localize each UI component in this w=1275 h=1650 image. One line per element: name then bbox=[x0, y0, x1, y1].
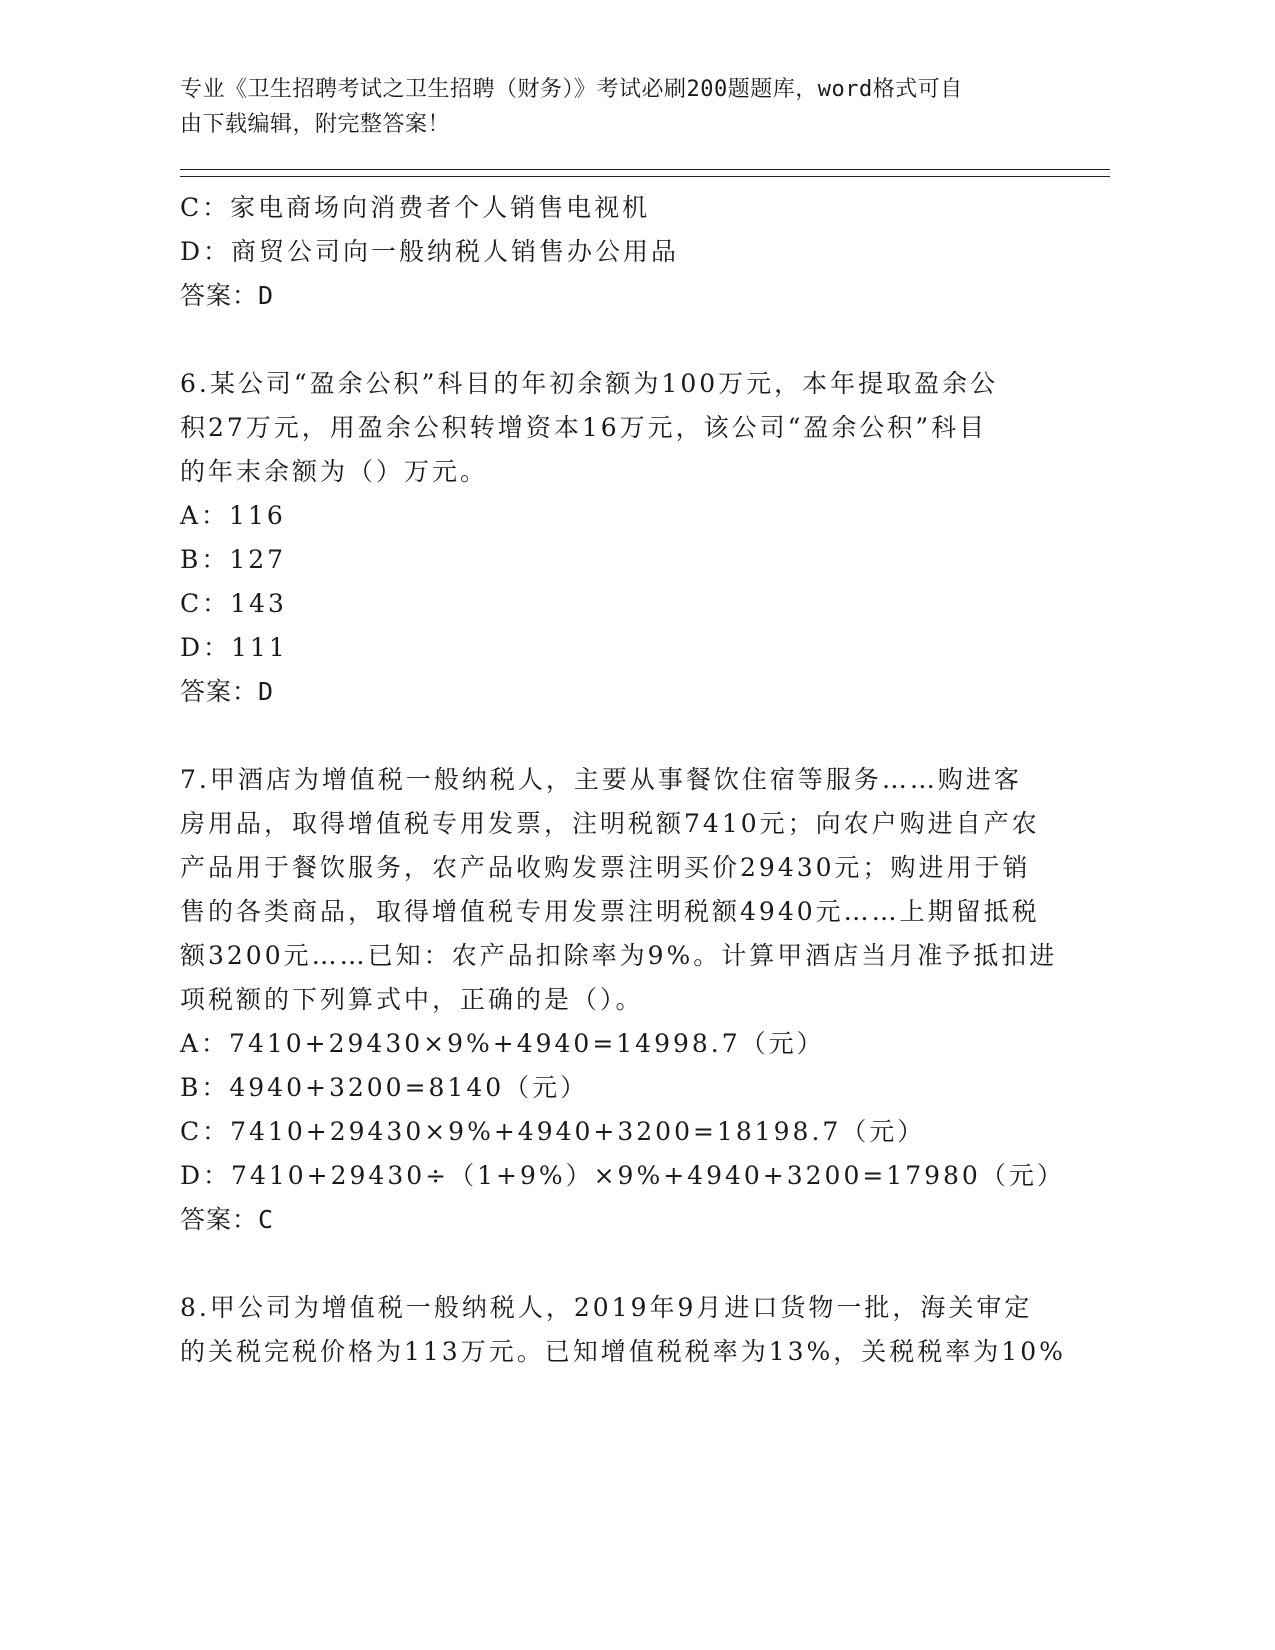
question-text-line: 额3200元……已知：农产品扣除率为9%。计算甲酒店当月准予抵扣进 bbox=[180, 941, 1058, 970]
option-c: C：家电商场向消费者个人销售电视机 bbox=[180, 193, 651, 222]
question-5-continued bbox=[180, 186, 1110, 318]
document-body bbox=[180, 186, 1110, 1374]
question-text-line: 积27万元，用盈余公积转增资本16万元，该公司“盈余公积”科目 bbox=[180, 413, 988, 442]
option-a: A：116 bbox=[180, 501, 286, 530]
answer: 答案：C bbox=[180, 1205, 275, 1234]
question-6 bbox=[180, 362, 1110, 714]
question-8 bbox=[180, 1286, 1110, 1374]
option-d: D：7410+29430÷（1+9%）×9%+4940+3200=17980（元） bbox=[180, 1161, 1065, 1190]
header-line-2: 由下载编辑，附完整答案！ bbox=[180, 112, 451, 137]
question-text-line: 售的各类商品，取得增值税专用发票注明税额4940元……上期留抵税 bbox=[180, 897, 1040, 926]
document-header bbox=[180, 72, 1040, 142]
option-a: A：7410+29430×9%+4940=14998.7（元） bbox=[180, 1029, 825, 1058]
question-text-line: 项税额的下列算式中，正确的是（）。 bbox=[180, 985, 644, 1014]
option-d: D：111 bbox=[180, 633, 288, 662]
header-rule-top bbox=[180, 169, 1110, 170]
question-text-line: 房用品，取得增值税专用发票，注明税额7410元；向农户购进自产农 bbox=[180, 809, 1040, 838]
option-c: C：7410+29430×9%+4940+3200=18198.7（元） bbox=[180, 1117, 926, 1146]
question-text-line: 的关税完税价格为113万元。已知增值税税率为13%，关税税率为10% bbox=[180, 1337, 1066, 1366]
question-text-line: 的年末余额为（）万元。 bbox=[180, 457, 489, 486]
option-c: C：143 bbox=[180, 589, 287, 618]
spacer bbox=[180, 714, 1110, 758]
option-d: D：商贸公司向一般纳税人销售办公用品 bbox=[180, 237, 680, 266]
header-rule-bottom bbox=[180, 176, 1110, 177]
answer: 答案：D bbox=[180, 281, 275, 310]
option-b: B：127 bbox=[180, 545, 287, 574]
spacer bbox=[180, 318, 1110, 362]
question-7 bbox=[180, 758, 1110, 1242]
question-text-line: 8.甲公司为增值税一般纳税人，2019年9月进口货物一批，海关审定 bbox=[180, 1293, 1033, 1322]
answer: 答案：D bbox=[180, 677, 275, 706]
question-text-line: 6.某公司“盈余公积”科目的年初余额为100万元，本年提取盈余公 bbox=[180, 369, 999, 398]
header-line-1: 专业《卫生招聘考试之卫生招聘（财务）》考试必刷200题题库，word格式可自 bbox=[180, 77, 963, 102]
option-b: B：4940+3200=8140（元） bbox=[180, 1073, 589, 1102]
spacer bbox=[180, 1242, 1110, 1286]
question-text-line: 产品用于餐饮服务，农产品收购发票注明买价29430元；购进用于销 bbox=[180, 853, 1031, 882]
question-text-line: 7.甲酒店为增值税一般纳税人，主要从事餐饮住宿等服务……购进客 bbox=[180, 765, 1022, 794]
